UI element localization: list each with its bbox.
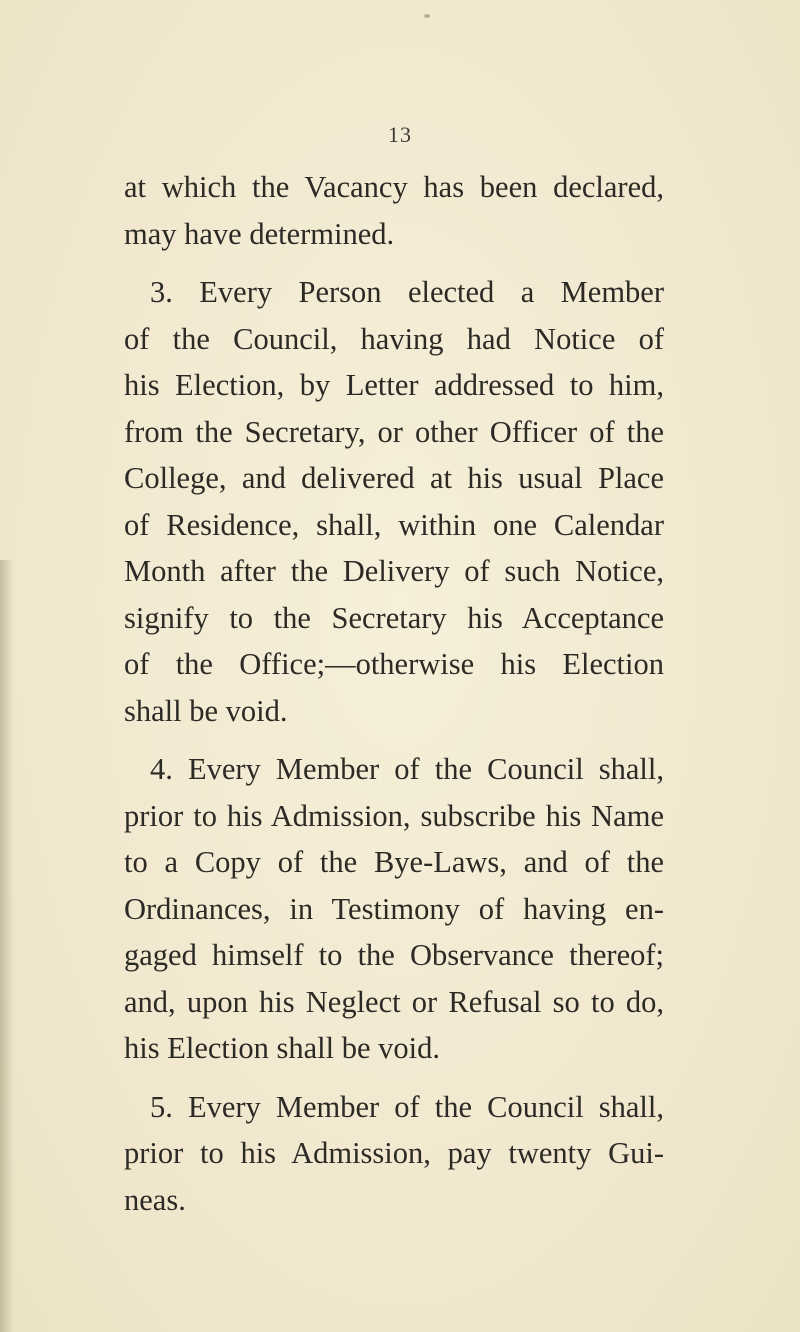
text-line: 4. Every Member of the Council shall,	[150, 752, 664, 786]
text-line: gaged himself to the Observance thereof;	[124, 938, 664, 972]
text-line: of Residence, shall, within one Calendar	[124, 507, 664, 542]
text-line: Ordinances, in Testimony of having en-	[124, 891, 664, 926]
text-line: neas.	[124, 1182, 186, 1217]
page-number: 13	[388, 122, 412, 147]
text-line: prior to his Admission, subscribe his Name	[124, 798, 664, 833]
paragraph-4	[124, 746, 664, 1072]
binding-edge-shadow	[0, 560, 14, 1332]
paragraph-5	[124, 1084, 664, 1224]
text-line: prior to his Admission, pay twenty Gui-	[124, 1136, 664, 1170]
text-line: of the Council, having had Notice of	[124, 321, 664, 356]
text-line: of the Office;—otherwise his Election	[124, 647, 664, 681]
text-line: College, and delivered at his usual Place	[124, 461, 664, 495]
body-text	[124, 164, 664, 1223]
text-line: his Election shall be void.	[124, 1031, 440, 1065]
text-line: may have determined.	[124, 216, 395, 251]
paper-speck	[424, 14, 430, 18]
text-line: Month after the Delivery of such Notice,	[124, 554, 664, 588]
text-line: 5. Every Member of the Council shall,	[150, 1089, 664, 1124]
text-line: 3. Every Person elected a Member	[150, 275, 664, 309]
paragraph-3	[124, 269, 664, 734]
text-line: at which the Vacancy has been declared,	[124, 170, 664, 204]
text-line: and, upon his Neglect or Refusal so to do,	[124, 984, 664, 1019]
text-line: to a Copy of the Bye-Laws, and of the	[124, 845, 664, 879]
text-line: his Election, by Letter addressed to him,	[124, 368, 664, 402]
text-line: signify to the Secretary his Acceptance	[124, 600, 664, 635]
paragraph-continuation	[124, 164, 664, 257]
text-line: shall be void.	[124, 693, 288, 728]
text-line: from the Secretary, or other Officer of the	[124, 414, 664, 449]
